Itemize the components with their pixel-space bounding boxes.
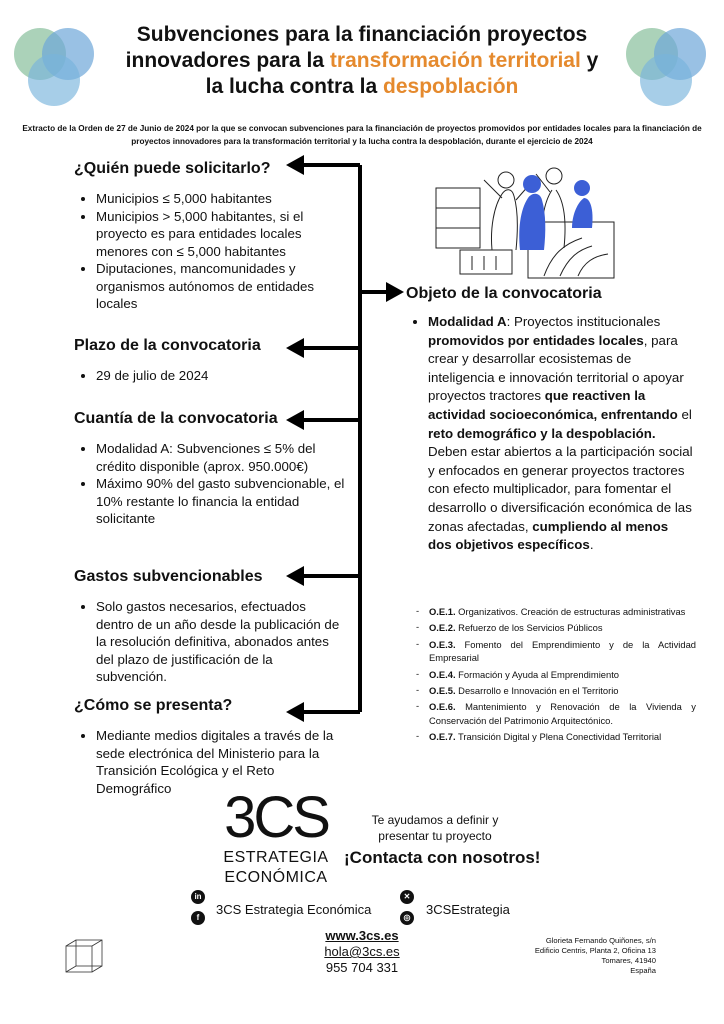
- objective-item: - O.E.5. Desarrollo e Innovación en el Territorio: [416, 684, 696, 697]
- page-title: Subvenciones para la financiación proyectos innovadores para la transformación territorial y la lucha contra la despoblación: [125, 23, 599, 98]
- section-heading: Gastos subvencionables: [74, 568, 263, 585]
- objeto-heading: Objeto de la convocatoria: [406, 285, 602, 302]
- social-name-company[interactable]: 3CS Estrategia Económica: [216, 902, 372, 917]
- list-item: • Diputaciones, mancomunidades y organismos autónomos de entidades locales: [96, 260, 346, 313]
- list-item: • Máximo 90% del gasto subvencionable, el 10% restante lo financia la entidad solicitante: [96, 475, 346, 528]
- team-illustration: [432, 158, 618, 280]
- list-item: • Modalidad A: Subvenciones ≤ 5% del crédito disponible (aprox. 950.000€): [96, 440, 346, 475]
- list-item: • Mediante medios digitales a través de la sede electrónica del Ministerio para la Transición Ecológica y el Reto Demográfico: [96, 727, 346, 797]
- list-item: • Solo gastos necesarios, efectuados dentro de un año desde la publicación de la resolución definitiva, abonados antes del plazo de justificación de la subvención.: [96, 598, 346, 686]
- connector-arrows: [280, 150, 410, 730]
- address-block: Glorieta Fernando Quiñones, s/n Edificio Centris, Planta 2, Oficina 13 Tomares, 41940 España: [534, 936, 656, 975]
- list-item: • Municipios ≤ 5,000 habitantes: [96, 190, 346, 208]
- objective-item: - O.E.3. Fomento del Emprendimiento y de la Actividad Empresarial: [416, 638, 696, 665]
- list-item: • Municipios > 5,000 habitantes, si el proyecto es para entidades locales menores con ≤ 5,000 habitantes: [96, 208, 346, 261]
- list-item: • 29 de julio de 2024: [96, 367, 346, 385]
- cta-text: ¡Contacta con nosotros!: [344, 848, 541, 867]
- decorative-circles-right: [624, 26, 724, 116]
- contact-block: [300, 928, 424, 976]
- objective-item: - O.E.2. Refuerzo de los Servicios Públicos: [416, 621, 696, 634]
- social-handle[interactable]: 3CSEstrategia: [426, 902, 510, 917]
- section-heading: Plazo de la convocatoria: [74, 337, 261, 354]
- decorative-circles-left: [12, 26, 112, 116]
- x-icon[interactable]: ✕: [400, 890, 414, 904]
- page-subtitle: Extracto de la Orden de 27 de Junio de 2024 por la que se convocan subvenciones para la financiación de proyectos promovidos por entidades locales para la financiación de proyectos innovadores para la transformación territorial y la lucha contra la despoblación, durante el ejercicio de 2024: [22, 124, 702, 146]
- objective-item: - O.E.1. Organizativos. Creación de estructuras administrativas: [416, 605, 696, 618]
- objectives-list: [416, 605, 696, 747]
- tagline: Te ayudamos a definir y presentar tu proyecto: [371, 813, 499, 843]
- section-heading: ¿Cómo se presenta?: [74, 697, 233, 714]
- objective-item: - O.E.7. Transición Digital y Plena Conectividad Territorial: [416, 730, 696, 743]
- facebook-icon[interactable]: f: [191, 911, 205, 925]
- section-heading: ¿Quién puede solicitarlo?: [74, 160, 271, 177]
- list-item: • Modalidad A: Proyectos institucionales promovidos por entidades locales, para crear y desarrollar ecosistemas de inteligencia e innovación territorial o apoyar proyectos tractores que reactiven la actividad socioeconómica, enfrentando el reto demográfico y la despoblación. Deben estar abiertos a la participación social y enfocados en generar proyectos tractores con efecto multiplicador, para fomentar el desarrollo o diversificación económica de las zonas afectadas, cumpliendo al menos dos objetivos específicos.: [428, 313, 694, 555]
- section-heading: Cuantía de la convocatoria: [74, 410, 278, 427]
- brand-logo: 3CS ESTRATEGIA ECONÓMICA: [223, 785, 329, 886]
- objective-item: - O.E.4. Formación y Ayuda al Emprendimiento: [416, 668, 696, 681]
- phone-number[interactable]: 955 704 331: [325, 960, 399, 975]
- objective-item: - O.E.6. Mantenimiento y Renovación de la Vivienda y Conservación del Patrimonio Arquitectónico.: [416, 700, 696, 727]
- linkedin-icon[interactable]: in: [191, 890, 205, 904]
- objeto-description: [406, 313, 694, 555]
- website-link[interactable]: www.3cs.es: [325, 928, 399, 943]
- instagram-icon[interactable]: ◎: [400, 911, 414, 925]
- email-link[interactable]: hola@3cs.es: [324, 944, 400, 959]
- cube-logo: [64, 938, 106, 974]
